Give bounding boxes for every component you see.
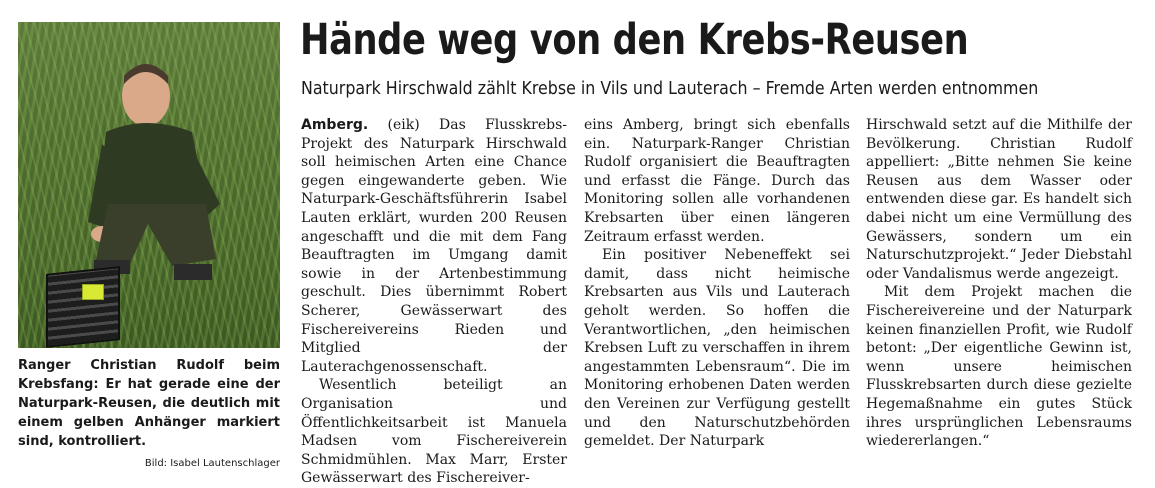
article-column-2 <box>584 116 850 451</box>
crayfish-trap <box>46 266 120 348</box>
photo-caption <box>18 356 280 469</box>
photo-column <box>18 22 280 473</box>
dateline: Amberg. <box>301 117 369 133</box>
paragraph: Wesentlich beteiligt an Organisation und Öffentlichkeitsarbeit ist Manuela Madsen vom Fischereiverein Schmidmühlen. Max Marr, Erster Gewässerwart des Fischereiver- <box>301 377 567 487</box>
subheadline: Naturpark Hirschwald zählt Krebse in Vils und Lauterach – Fremde Arten werden entnommen <box>301 78 1039 99</box>
article-photo <box>18 22 280 348</box>
paragraph-text: (eik) Das Flusskrebs-Projekt des Naturpark Hirschwald soll heimischen Arten eine Chance gegen eingewanderte geben. Wie Naturpark-Geschäftsführerin Isabel Lauten erklärt, wurden 200 Reusen angeschafft und die mit dem Fang Beauftragten im Umgang damit sowie in der Artenbestimmung geschult. Dies übernimmt Robert Scherer, Gewässerwart des Fischereivereins Rieden und Mitglied der Lauterachgenossenschaft. <box>301 117 567 375</box>
yellow-tag <box>82 284 104 300</box>
paragraph: Ein positiver Nebeneffekt sei damit, dass nicht heimische Krebsarten aus Vils und Lauterach geholt werden. So hoffen die Verantwortlichen, „den heimischen Krebsen Luft zu verschaffen in ihrem angestammten Lebensraum“. Die im Monitoring erhobenen Daten werden den Vereinen zur Verfügung gestellt und den Naturschutzbehörden gemeldet. Der Naturpark <box>584 247 850 450</box>
photo-credit: Bild: Isabel Lautenschlager <box>144 458 280 469</box>
headline: Hände weg von den Krebs-Reusen <box>300 15 969 65</box>
paragraph: Mit dem Projekt machen die Fischereivereine und der Naturpark keinen finanziellen Profit, wie Rudolf betont: „Der eigentliche Gewinn ist, wenn unsere heimischen Flusskrebsarten durch diese gezielte Hegemaßnahme ein gutes Stück ihres ursprünglichen Lebensraums wiedererlangen.“ <box>866 284 1132 450</box>
caption-text: Ranger Christian Rudolf beim Krebsfang: Er hat gerade eine der Naturpark-Reusen, die deutlich mit einem gelben Anhänger markiert sind, kontrolliert. <box>18 358 280 449</box>
article-column-1 <box>301 116 567 488</box>
paragraph <box>301 116 567 376</box>
paragraph: Hirschwald setzt auf die Mithilfe der Bevölkerung. Christian Rudolf appelliert: „Bitte nehmen Sie keine Reusen aus dem Wasser oder entwenden diese gar. Es handelt sich dabei nicht um eine Vermüllung des Gewässers, sondern um ein Naturschutzprojekt.“ Jeder Diebstahl oder Vandalismus werde angezeigt. <box>866 117 1132 282</box>
paragraph: eins Amberg, bringt sich ebenfalls ein. Naturpark-Ranger Christian Rudolf organisiert die Beauftragten und erfasst die Fänge. Durch das Monitoring sollen alle vorhandenen Krebsarten über einen längeren Zeitraum erfasst werden. <box>584 117 850 245</box>
article-column-3 <box>866 116 1132 451</box>
